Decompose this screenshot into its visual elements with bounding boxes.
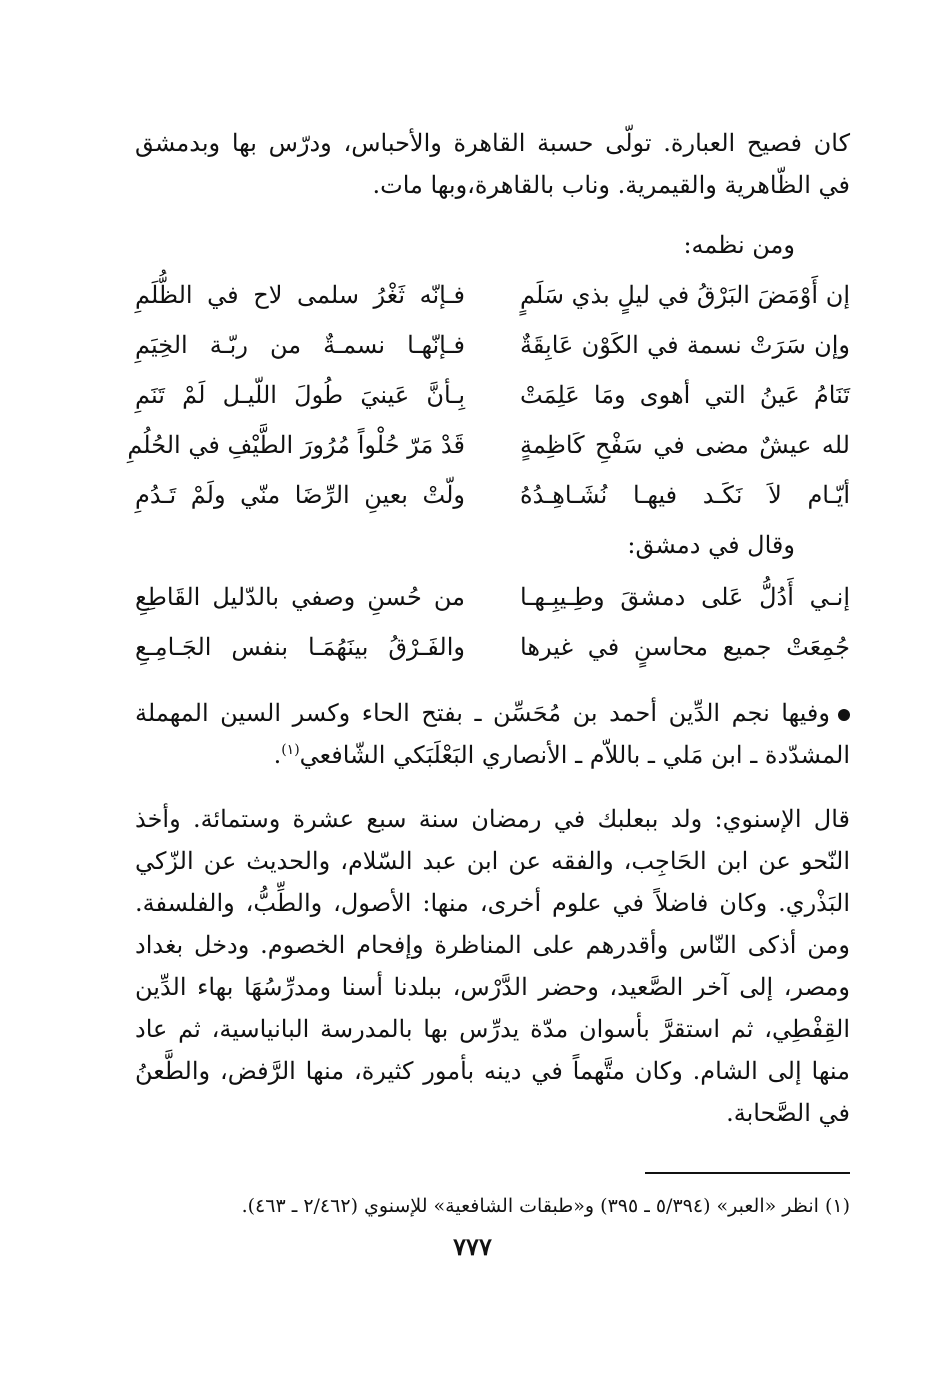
verse-second-hemistich: والفَـرْقُ بينَهُمَـا بنفس الجَـامِـعِ bbox=[135, 633, 465, 661]
verse-second-hemistich: من حُسنِ وصفي بالدّليل القَاطِعِ bbox=[135, 583, 465, 611]
verse-first-hemistich: إن أَوْمَضَ البَرْقُ في ليلٍ بذي سَلَمٍ bbox=[520, 281, 850, 309]
verse bbox=[135, 572, 850, 622]
entry-heading-text: وفيها نجم الدِّين أحمد بن مُحَسِّن ـ بفتح الحاء وكسر السين المهملة المشدّدة ـ ابن مَلي ـ باللاّم ـ الأنصاري البَعْلَبَكي الشّافعي bbox=[135, 699, 850, 769]
period: . bbox=[273, 741, 282, 769]
verse-second-hemistich: قَدْ مَرّ حُلْواً مُرُورَ الطَّيْفِ في الحُلُمِ bbox=[127, 431, 465, 459]
verse-first-hemistich: أيّـام لاَ نَكَـد فيهـا نُشَـاهِـدُهُ bbox=[520, 481, 850, 509]
paragraph-biography: قال الإسنوي: ولد ببعلبك في رمضان سنة سبع عشرة وستمائة. وأخذ النّحو عن ابن الحَاجِب، والفقه عن ابن عبد السّلام، والحديث عن الزّكي البَذْري. وكان فاضلاً في علوم أخرى، منها: الأصول، والطِّبُّ، والفلسفة. ومن أذكى النّاس وأقدرهم على المناظرة وإفحام الخصوم. ودخل بغداد ومصر، إلى آخر الصَّعيد، وحضر الدَّرْس، ببلدنا أسنا ومدرِّسُهَا بهاء الدِّين القِفْطِي، ثم استقرَّ بأسوان مدّة يدرِّس بها بالمدرسة البانياسية، ثم عاد منها إلى الشام. وكان متَّهماً في دينه بأمور كثيرة، منها الرَّفض، والطَّعنُ في الصَّحابة. bbox=[135, 805, 850, 1127]
footnote: (١) انظر «العبر» (٥/٣٩٤ ـ ٣٩٥) و«طبقات الشافعية» للإسنوي (٢/٤٦٢ ـ ٤٦٣). bbox=[241, 1195, 850, 1217]
poem-2 bbox=[135, 572, 850, 672]
verse-first-hemistich: تَنَامُ عَينُ التي أهوى ومَا عَلِمَتْ bbox=[520, 381, 850, 409]
footnote-divider bbox=[645, 1172, 850, 1174]
verse-first-hemistich: جُمِعَتْ جميع محاسنٍ في غيرها bbox=[520, 633, 850, 661]
verse-first-hemistich: إنـي أَدُلُّ عَلى دمشقَ وطِـيبِـهـا bbox=[520, 583, 850, 611]
page-number: ٧٧٧ bbox=[453, 1232, 492, 1261]
poem-1-label: ومن نظمه: bbox=[683, 231, 795, 259]
verse-first-hemistich: وإن سَرَتْ نسمة في الكَوْن عَابِقَةٌ bbox=[520, 331, 850, 359]
verse-first-hemistich: لله عيشٌ مضى في سَفْحِ كَاظِمةٍ bbox=[520, 431, 850, 459]
verse bbox=[135, 470, 850, 520]
verse bbox=[135, 270, 850, 320]
poem-2-label: وقال في دمشق: bbox=[627, 531, 795, 559]
paragraph-entry-heading bbox=[135, 692, 850, 776]
paragraph-biography-end: كان فصيح العبارة. تولّى حسبة القاهرة والأحباس، ودرّس بها وبدمشق في الظّاهرية والقيمرية. وناب بالقاهرة،وبها مات. bbox=[135, 129, 850, 199]
verse-second-hemistich: بِـأنَّ عَينيَ طُولَ اللّيـل لَمْ تَنَمِ bbox=[135, 381, 465, 409]
verse bbox=[127, 420, 850, 470]
verse-second-hemistich: فـإنّه ثَغْرُ سلمى لاح في الظُّلَمِ bbox=[135, 281, 465, 309]
verse bbox=[135, 370, 850, 420]
verse bbox=[135, 320, 850, 370]
poem-1 bbox=[127, 270, 850, 520]
verse-second-hemistich: فـإنّهـا نسمـةٌ من ربّـة الخِيَمِ bbox=[135, 331, 465, 359]
verse bbox=[135, 622, 850, 672]
footnote-reference: (١) bbox=[281, 742, 300, 758]
bullet-icon bbox=[838, 709, 850, 721]
verse-second-hemistich: ولّتْ بعينِ الرِّضَا منّي ولَمْ تَـدُمِ bbox=[135, 481, 465, 509]
